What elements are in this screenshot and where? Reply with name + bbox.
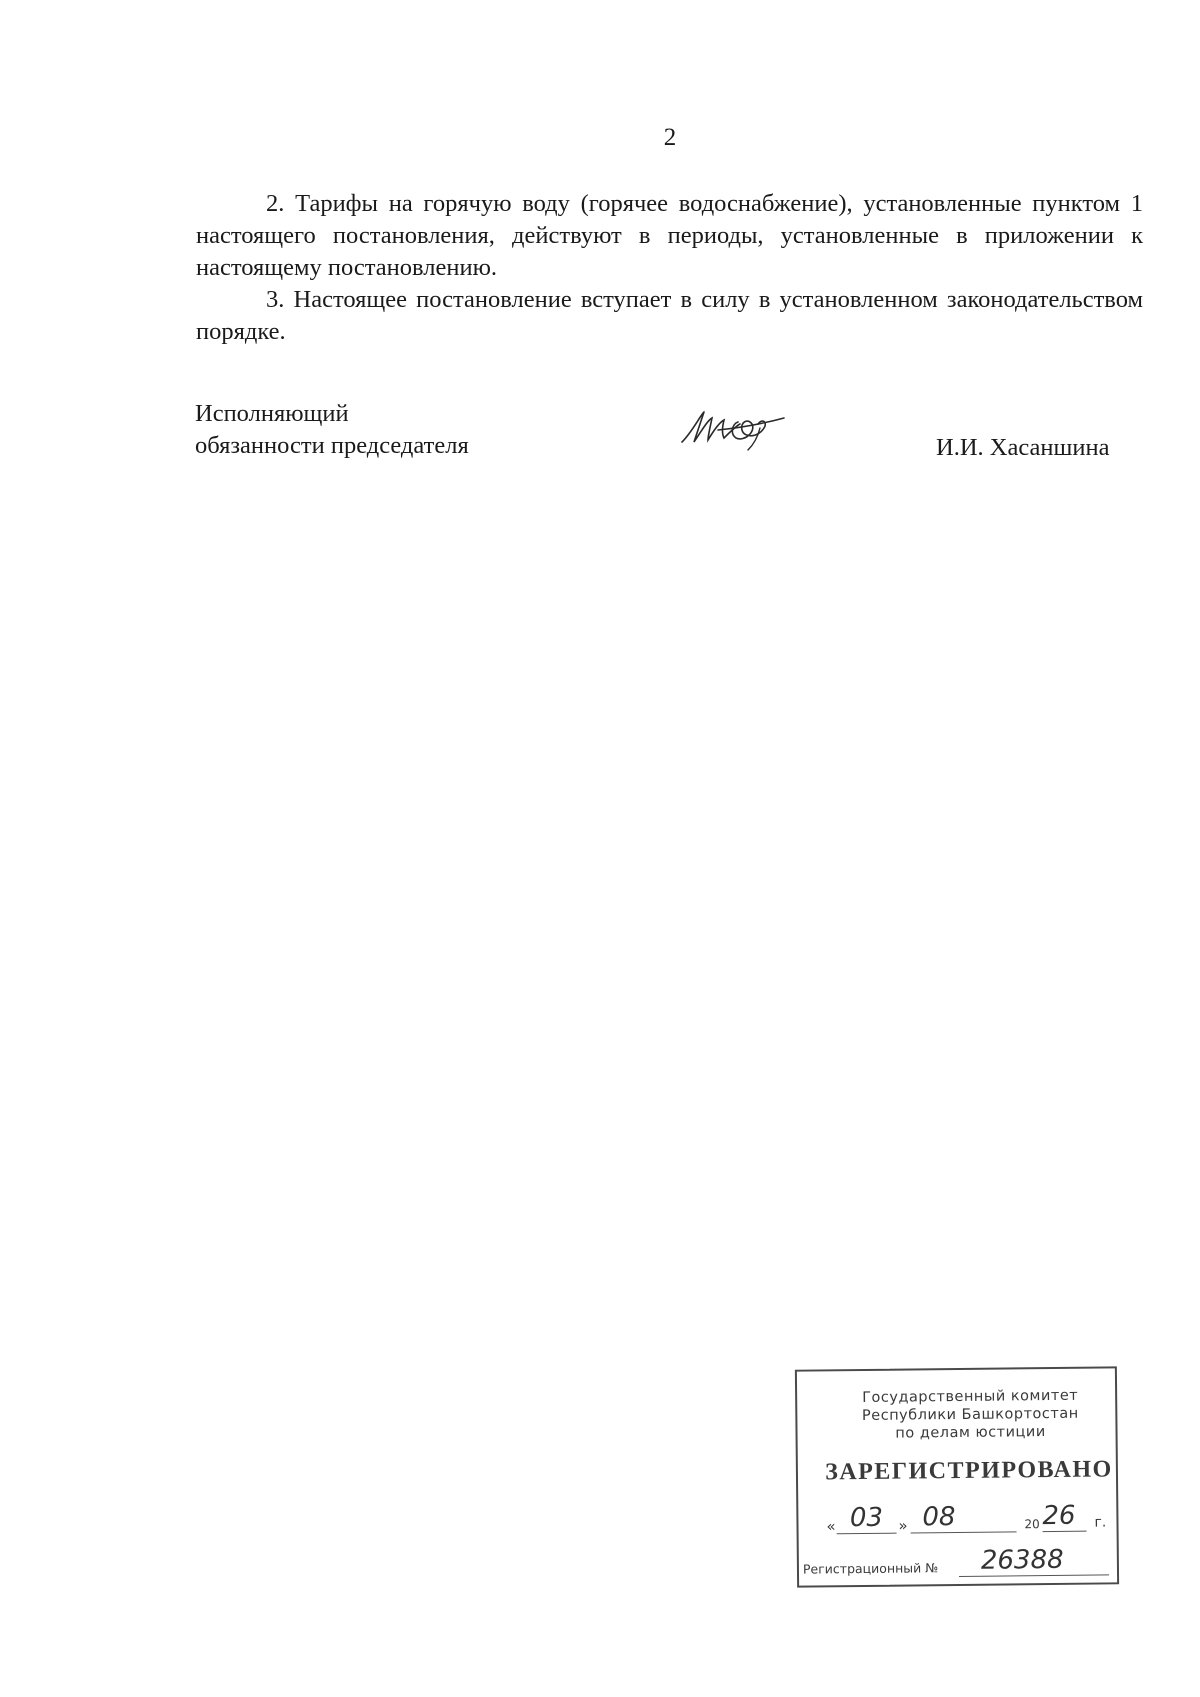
stamp-quote-close: » — [898, 1516, 908, 1535]
stamp-quote-open: « — [826, 1517, 836, 1536]
paragraph-3: 3. Настоящее постановление вступает в силу в установленном законодательством порядке. — [196, 286, 1143, 345]
stamp-registration — [803, 1544, 1115, 1579]
stamp-year-suffix: г. — [1094, 1514, 1107, 1531]
signer-name: И.И. Хасаншина — [936, 434, 1110, 461]
stamp-org-line3: по делам юстиции — [895, 1424, 1046, 1442]
paragraph-2: 2. Тарифы на горячую воду (горячее водоснабжение), установленные пунктом 1 настоящего постановления, действуют в периоды, установленные в приложении к настоящему постановлению. — [196, 190, 1143, 281]
stamp-reg-number: 26388 — [959, 1544, 1109, 1577]
stamp-month: 08 — [910, 1501, 1016, 1533]
stamp-year-prefix: 20 — [1024, 1517, 1040, 1532]
registration-stamp — [795, 1366, 1119, 1587]
stamp-date — [826, 1500, 1116, 1537]
stamp-org-line2: Республики Башкортостан — [861, 1405, 1079, 1424]
handwritten-signature — [678, 402, 788, 454]
stamp-year: 26 — [1042, 1501, 1086, 1532]
stamp-reg-label: Регистрационный № — [802, 1560, 939, 1577]
stamp-org-line1: Государственный комитет — [862, 1387, 1079, 1406]
stamp-title: ЗАРЕГИСТРИРОВАНО — [824, 1456, 1113, 1486]
signer-position — [195, 398, 469, 462]
stamp-organization — [825, 1386, 1116, 1443]
stamp-day: 03 — [836, 1503, 896, 1535]
signer-position-line2: обязанности председателя — [195, 432, 469, 459]
document-body — [196, 188, 1143, 348]
signer-position-line1: Исполняющий — [195, 400, 349, 427]
page-number: 2 — [663, 124, 677, 151]
